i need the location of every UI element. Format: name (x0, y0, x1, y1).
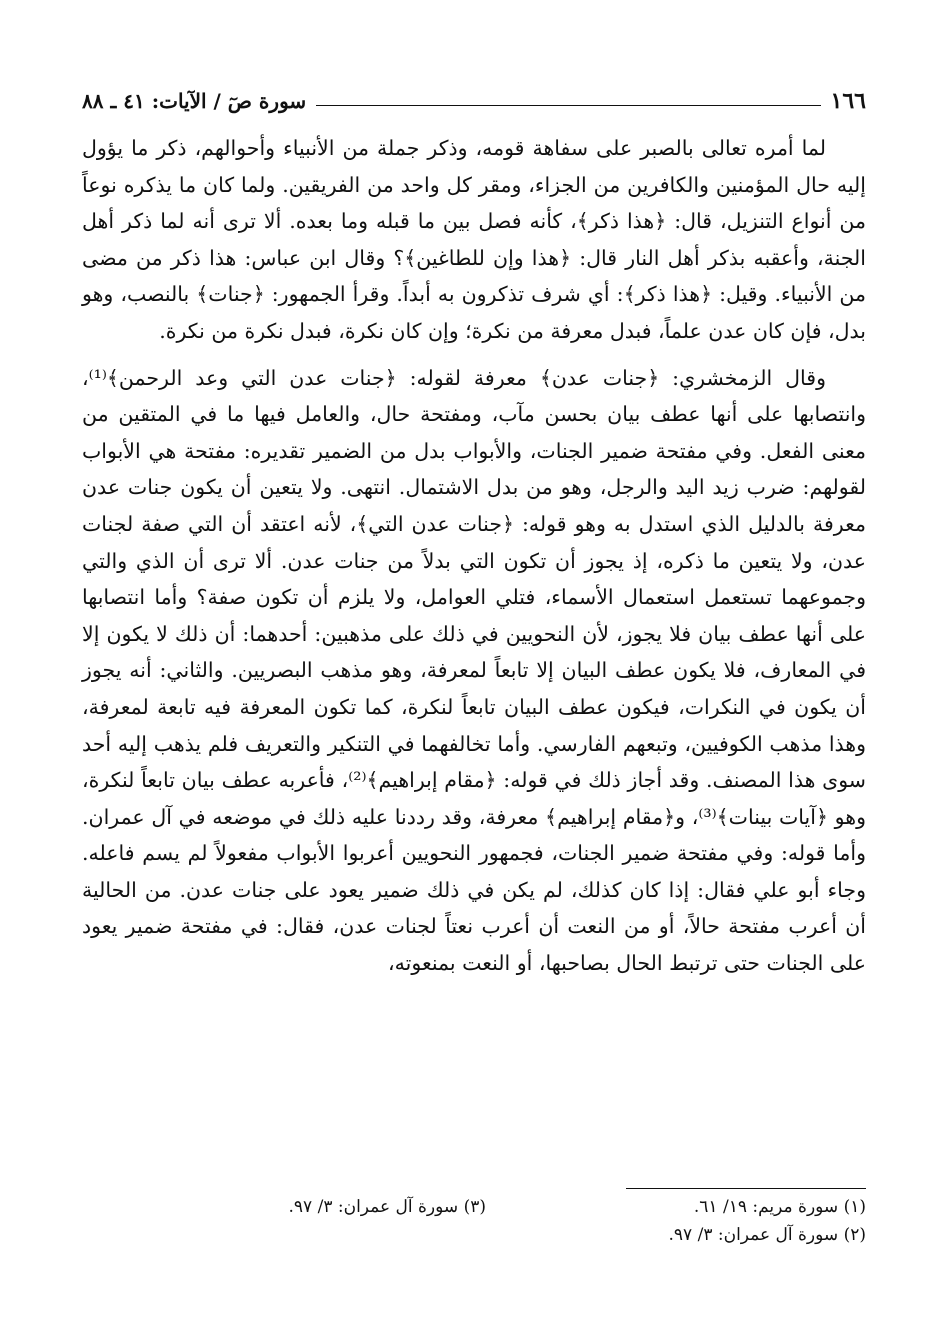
main-text (82, 130, 866, 982)
page-header (82, 84, 866, 118)
footnote-3: (٣) سورة آل عمران: ٣/ ٩٧. (288, 1197, 486, 1217)
paragraph-1: لما أمره تعالى بالصبر على سفاهة قومه، وذكر جملة من الأنبياء وأحوالهم، ذكر ما يؤول إليه حال المؤمنين والكافرين من الجزاء، ومقر كل واحد من الفريقين. ولما كان ما يذكره نوعاً من أنواع التنزيل، قال: ﴿هذا ذكر﴾، كأنه فصل بين ما قبله وما بعده. ألا ترى أنه لما ذكر أهل الجنة، وأعقبه بذكر أهل النار قال: ﴿هذا وإن للطاغين﴾؟ وقال ابن عباس: هذا ذكر من مضى من الأنبياء. وقيل: ﴿هذا ذكر﴾: أي شرف تذكرون به أبداً. وقرأ الجمهور: ﴿جنات﴾ بالنصب، وهو بدل، فإن كان عدن علماً، فبدل معرفة من نكرة؛ وإن كان نكرة، فبدل نكرة من نكرة. (82, 136, 866, 343)
paragraph-2: وقال الزمخشري: ﴿جنات عدن﴾ معرفة لقوله: ﴿جنات عدن التي وعد الرحمن﴾⁽¹⁾، وانتصابها على أنها عطف بيان بحسن مآب، ومفتحة حال، والعامل فيها ما في المتقين من معنى الفعل. وفي مفتحة ضمير الجنات، والأبواب بدل من الضمير تقديره: مفتحة هي الأبواب لقولهم: ضرب زيد اليد والرجل، وهو من بدل الاشتمال. انتهى. ولا يتعين أن يكون جنات عدن معرفة بالدليل الذي استدل به وهو قوله: ﴿جنات عدن التي﴾، لأنه اعتقد أن التي صفة لجنات عدن، ولا يتعين ما ذكره، إذ يجوز أن تكون التي بدلاً من جنات عدن. ألا ترى أن الذي والتي وجموعهما تستعمل استعمال الأسماء، فتلي العوامل، ولا يلزم أن تكون صفة؟ وأما انتصابها على أنها عطف بيان فلا يجوز، لأن النحويين في ذلك على مذهبين: أحدهما: أن ذلك لا يكون إلا في المعارف، فلا يكون عطف البيان إلا تابعاً لمعرفة، وهو مذهب البصريين. والثاني: أنه يجوز أن يكون في النكرات، فيكون عطف البيان تابعاً لنكرة، كما تكون المعرفة فيه تابعة لمعرفة، وهذا مذهب الكوفيين، وتبعهم الفارسي. وأما تخالفهما في التنكير والتعريف فلم يذهب إليه أحد سوى هذا المصنف. وقد أجاز ذلك في قوله: ﴿مقام إبراهيم﴾⁽²⁾، فأعربه عطف بيان تابعاً لنكرة، وهو ﴿آيات بينات﴾⁽³⁾، و﴿مقام إبراهيم﴾ معرفة، وقد رددنا عليه ذلك في موضعه في آل عمران. وأما قوله: وفي مفتحة ضمير الجنات، فجمهور النحويين أعربوا الأبواب مفعولاً لم يسم فاعله. وجاء أبو علي فقال: إذا كان كذلك، لم يكن في ذلك ضمير يعود على جنات عدن. من الحالية أن أعرب مفتحة حالاً، أو من النعت أن أعرب نعتاً لجنات عدن، فقال: في مفتحة ضمير يعود على الجنات حتى ترتبط الحال بصاحبها، أو النعت بمنعوته، (82, 365, 866, 976)
header-rule (316, 105, 820, 106)
footnote-row (82, 1221, 866, 1249)
footnotes (82, 1188, 866, 1249)
footnote-2: (٢) سورة آل عمران: ٣/ ٩٧. (668, 1225, 866, 1245)
running-title: سورة صٓ / الآيات: ٤١ ـ ٨٨ (82, 89, 307, 113)
page-number: ١٦٦ (830, 88, 866, 114)
footnote-1: (١) سورة مريم: ١٩/ ٦١. (693, 1197, 866, 1217)
footnote-rule (626, 1188, 866, 1189)
footnote-row (82, 1193, 866, 1221)
